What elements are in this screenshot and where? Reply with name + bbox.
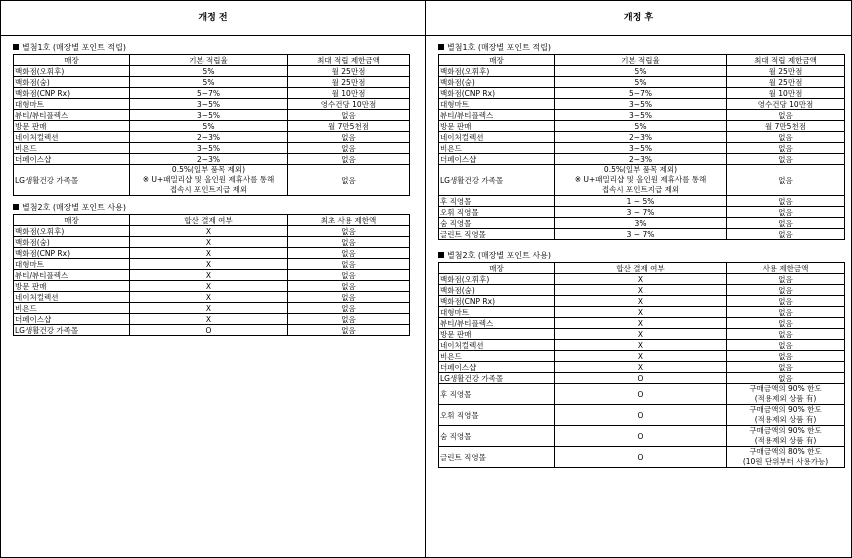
store-cell: 네이처컬렉션 bbox=[14, 132, 130, 143]
table-row bbox=[14, 248, 410, 259]
table-header-row bbox=[14, 215, 410, 226]
rate-cell: 5% bbox=[555, 121, 727, 132]
before-earn-table bbox=[13, 54, 410, 196]
mark-cell: O bbox=[555, 426, 727, 447]
mark-cell: X bbox=[555, 296, 727, 307]
store-cell: 백화점(숨) bbox=[14, 77, 130, 88]
rate-cell: 5% bbox=[130, 121, 288, 132]
rate-cell: 3% bbox=[555, 218, 727, 229]
store-cell: 백화점(CNP Rx) bbox=[439, 88, 555, 99]
before-column bbox=[1, 1, 426, 557]
limit-cell: 없음 bbox=[288, 226, 410, 237]
table-row bbox=[439, 66, 845, 77]
table-row bbox=[439, 88, 845, 99]
store-cell: 방문 판매 bbox=[439, 121, 555, 132]
limit-cell: 없음 bbox=[727, 196, 845, 207]
mark-cell: O bbox=[555, 373, 727, 384]
table-row bbox=[439, 405, 845, 426]
limit-cell: 없음 bbox=[727, 218, 845, 229]
limit-cell: 월 7만5천점 bbox=[288, 121, 410, 132]
limit-cell: 없음 bbox=[288, 165, 410, 196]
header-store: 매장 bbox=[14, 215, 130, 226]
table-row bbox=[439, 143, 845, 154]
table-header-row bbox=[439, 55, 845, 66]
table-row bbox=[439, 77, 845, 88]
table-row bbox=[14, 165, 410, 196]
limit-cell: 없음 bbox=[288, 325, 410, 336]
mark-cell: X bbox=[130, 248, 288, 259]
limit-cell: 월 25만점 bbox=[288, 66, 410, 77]
store-cell: 숨 직영몰 bbox=[439, 218, 555, 229]
square-bullet-icon bbox=[438, 252, 444, 258]
limit-cell: 영수건당 10만점 bbox=[727, 99, 845, 110]
limit-cell: 없음 bbox=[288, 270, 410, 281]
header-combined: 합산 결제 여부 bbox=[130, 215, 288, 226]
table-row bbox=[14, 325, 410, 336]
rate-cell: 3~5% bbox=[555, 143, 727, 154]
limit-cell: 없음 bbox=[288, 259, 410, 270]
store-cell: 비욘드 bbox=[14, 143, 130, 154]
table-row bbox=[14, 66, 410, 77]
table-row bbox=[439, 218, 845, 229]
limit-cell: 월 25만점 bbox=[727, 77, 845, 88]
limit-cell: 없음 bbox=[727, 296, 845, 307]
store-cell: 비욘드 bbox=[439, 351, 555, 362]
limit-cell: 구매금액의 80% 한도 (10원 단위부터 사용가능) bbox=[727, 447, 845, 468]
mark-cell: X bbox=[130, 281, 288, 292]
after-t1-title: 별첨1호 (매장별 포인트 적립) bbox=[426, 42, 851, 54]
mark-cell: O bbox=[555, 447, 727, 468]
store-cell: LG생활건강 가족몰 bbox=[439, 373, 555, 384]
limit-cell: 없음 bbox=[727, 207, 845, 218]
rate-cell: 5% bbox=[555, 77, 727, 88]
table-row bbox=[439, 373, 845, 384]
limit-cell: 없음 bbox=[727, 318, 845, 329]
table-row bbox=[14, 110, 410, 121]
table-row bbox=[439, 307, 845, 318]
table-header-row bbox=[439, 263, 845, 274]
table-row bbox=[14, 237, 410, 248]
mark-cell: O bbox=[555, 405, 727, 426]
rate-cell: 2~3% bbox=[555, 154, 727, 165]
table-row bbox=[439, 154, 845, 165]
mark-cell: X bbox=[130, 292, 288, 303]
store-cell: 뷰티/뷰티플렉스 bbox=[14, 110, 130, 121]
store-cell: 방문 판매 bbox=[439, 329, 555, 340]
limit-cell: 월 10만점 bbox=[727, 88, 845, 99]
store-cell: 백화점(오휘후) bbox=[14, 226, 130, 237]
after-use-table bbox=[438, 262, 845, 468]
table-row bbox=[439, 121, 845, 132]
table-row bbox=[14, 88, 410, 99]
store-cell: 뷰티/뷰티플렉스 bbox=[439, 110, 555, 121]
store-cell: 백화점(숨) bbox=[439, 285, 555, 296]
before-t2-title: 별첨2호 (매장별 포인트 사용) bbox=[1, 202, 425, 214]
mark-cell: X bbox=[130, 303, 288, 314]
after-earn-table bbox=[438, 54, 845, 240]
limit-cell: 없음 bbox=[288, 248, 410, 259]
limit-cell: 없음 bbox=[727, 274, 845, 285]
mark-cell: X bbox=[130, 259, 288, 270]
table-row bbox=[439, 296, 845, 307]
limit-cell: 월 10만점 bbox=[288, 88, 410, 99]
rate-cell: 3 ~ 7% bbox=[555, 229, 727, 240]
store-cell: LG생활건강 가족몰 bbox=[439, 165, 555, 196]
table-row bbox=[14, 270, 410, 281]
header-store: 매장 bbox=[14, 55, 130, 66]
limit-cell: 없음 bbox=[727, 165, 845, 196]
mark-cell: X bbox=[130, 314, 288, 325]
store-cell: 숨 직영몰 bbox=[439, 426, 555, 447]
rate-cell: 0.5%(일부 품목 제외) ※ U+패밀리샵 및 올인원 제휴사를 통해 접속시 포인트지급 제외 bbox=[555, 165, 727, 196]
table-row bbox=[14, 314, 410, 325]
square-bullet-icon bbox=[13, 204, 19, 210]
rate-cell: 3~5% bbox=[555, 99, 727, 110]
store-cell: 더페이스샵 bbox=[14, 314, 130, 325]
table-row bbox=[439, 196, 845, 207]
store-cell: 백화점(CNP Rx) bbox=[14, 248, 130, 259]
rate-cell: 3~5% bbox=[555, 110, 727, 121]
limit-cell: 없음 bbox=[288, 154, 410, 165]
limit-cell: 없음 bbox=[727, 340, 845, 351]
store-cell: LG생활건강 가족몰 bbox=[14, 325, 130, 336]
limit-cell: 없음 bbox=[727, 373, 845, 384]
before-header: 개정 전 bbox=[1, 1, 425, 36]
table-row bbox=[439, 274, 845, 285]
mark-cell: X bbox=[130, 270, 288, 281]
rate-cell: 3~5% bbox=[130, 99, 288, 110]
mark-cell: X bbox=[130, 237, 288, 248]
limit-cell: 없음 bbox=[288, 143, 410, 154]
header-limit: 최대 적립 제한금액 bbox=[727, 55, 845, 66]
limit-cell: 없음 bbox=[288, 110, 410, 121]
header-store: 매장 bbox=[439, 55, 555, 66]
store-cell: 뷰티/뷰티플렉스 bbox=[14, 270, 130, 281]
before-use-table bbox=[13, 214, 410, 336]
mark-cell: O bbox=[130, 325, 288, 336]
table-row bbox=[439, 384, 845, 405]
limit-cell: 구매금액의 90% 한도 (적용제외 상품 有) bbox=[727, 426, 845, 447]
table-row bbox=[439, 285, 845, 296]
store-cell: 더페이스샵 bbox=[14, 154, 130, 165]
header-combined: 합산 결제 여부 bbox=[555, 263, 727, 274]
limit-cell: 없음 bbox=[727, 362, 845, 373]
rate-cell: 2~3% bbox=[130, 132, 288, 143]
table-row bbox=[14, 292, 410, 303]
store-cell: 더페이스샵 bbox=[439, 154, 555, 165]
rate-cell: 2~3% bbox=[130, 154, 288, 165]
limit-cell: 구매금액의 90% 한도 (적용제외 상품 有) bbox=[727, 384, 845, 405]
table-row bbox=[439, 165, 845, 196]
header-rate: 기본 적립율 bbox=[555, 55, 727, 66]
limit-cell: 없음 bbox=[288, 314, 410, 325]
table-row bbox=[439, 99, 845, 110]
mark-cell: X bbox=[130, 226, 288, 237]
table-row bbox=[14, 99, 410, 110]
limit-cell: 없음 bbox=[288, 281, 410, 292]
square-bullet-icon bbox=[13, 44, 19, 50]
table-row bbox=[14, 132, 410, 143]
header-rate: 기본 적립율 bbox=[130, 55, 288, 66]
table-row bbox=[439, 132, 845, 143]
mark-cell: X bbox=[555, 351, 727, 362]
header-limit: 최초 사용 제한액 bbox=[288, 215, 410, 226]
limit-cell: 월 25만점 bbox=[727, 66, 845, 77]
table-row bbox=[439, 426, 845, 447]
limit-cell: 월 7만5천점 bbox=[727, 121, 845, 132]
store-cell: 백화점(CNP Rx) bbox=[14, 88, 130, 99]
store-cell: 더페이스샵 bbox=[439, 362, 555, 373]
limit-cell: 없음 bbox=[727, 143, 845, 154]
store-cell: 오휘 직영몰 bbox=[439, 405, 555, 426]
mark-cell: X bbox=[555, 362, 727, 373]
store-cell: 후 직영몰 bbox=[439, 384, 555, 405]
limit-cell: 없음 bbox=[727, 329, 845, 340]
store-cell: 네이처컬렉션 bbox=[439, 340, 555, 351]
rate-cell: 3~5% bbox=[130, 143, 288, 154]
rate-cell: 5~7% bbox=[555, 88, 727, 99]
limit-cell: 없음 bbox=[727, 351, 845, 362]
limit-cell: 월 25만점 bbox=[288, 77, 410, 88]
store-cell: 비욘드 bbox=[14, 303, 130, 314]
mark-cell: X bbox=[555, 329, 727, 340]
store-cell: 후 직영몰 bbox=[439, 196, 555, 207]
table-row bbox=[14, 154, 410, 165]
rate-cell: 5% bbox=[130, 66, 288, 77]
rate-cell: 3 ~ 7% bbox=[555, 207, 727, 218]
limit-cell: 없음 bbox=[727, 110, 845, 121]
rate-cell: 5% bbox=[555, 66, 727, 77]
mark-cell: X bbox=[555, 285, 727, 296]
rate-cell: 0.5%(일부 품목 제외) ※ U+패밀리샵 및 올인원 제휴사를 통해 접속시 포인트지급 제외 bbox=[130, 165, 288, 196]
store-cell: 대형마트 bbox=[439, 99, 555, 110]
table-row bbox=[14, 77, 410, 88]
store-cell: 방문 판매 bbox=[14, 281, 130, 292]
table-row bbox=[14, 226, 410, 237]
store-cell: 백화점(숨) bbox=[14, 237, 130, 248]
store-cell: 글린트 직영몰 bbox=[439, 229, 555, 240]
rate-cell: 2~3% bbox=[555, 132, 727, 143]
limit-cell: 영수건당 10만점 bbox=[288, 99, 410, 110]
mark-cell: X bbox=[555, 307, 727, 318]
store-cell: 뷰티/뷰티플렉스 bbox=[439, 318, 555, 329]
store-cell: 오휘 직영몰 bbox=[439, 207, 555, 218]
store-cell: 방문 판매 bbox=[14, 121, 130, 132]
table-row bbox=[14, 143, 410, 154]
limit-cell: 없음 bbox=[727, 154, 845, 165]
mark-cell: X bbox=[555, 318, 727, 329]
store-cell: 네이처컬렉션 bbox=[439, 132, 555, 143]
table-row bbox=[14, 121, 410, 132]
table-row bbox=[439, 351, 845, 362]
store-cell: 백화점(오휘후) bbox=[439, 66, 555, 77]
store-cell: 백화점(오휘후) bbox=[14, 66, 130, 77]
limit-cell: 없음 bbox=[288, 292, 410, 303]
store-cell: 대형마트 bbox=[14, 99, 130, 110]
store-cell: 대형마트 bbox=[439, 307, 555, 318]
store-cell: 백화점(숨) bbox=[439, 77, 555, 88]
store-cell: 대형마트 bbox=[14, 259, 130, 270]
table-row bbox=[14, 303, 410, 314]
mark-cell: O bbox=[555, 384, 727, 405]
limit-cell: 없음 bbox=[727, 132, 845, 143]
limit-cell: 구매금액의 90% 한도 (적용제외 상품 有) bbox=[727, 405, 845, 426]
mark-cell: X bbox=[555, 274, 727, 285]
store-cell: 비욘드 bbox=[439, 143, 555, 154]
before-t1-title: 별첨1호 (매장별 포인트 적립) bbox=[1, 42, 425, 54]
limit-cell: 없음 bbox=[288, 237, 410, 248]
table-row bbox=[439, 110, 845, 121]
rate-cell: 5% bbox=[130, 77, 288, 88]
header-store: 매장 bbox=[439, 263, 555, 274]
table-row bbox=[439, 447, 845, 468]
table-row bbox=[14, 259, 410, 270]
table-row bbox=[14, 281, 410, 292]
after-column bbox=[426, 1, 851, 557]
square-bullet-icon bbox=[438, 44, 444, 50]
table-row bbox=[439, 207, 845, 218]
store-cell: 백화점(CNP Rx) bbox=[439, 296, 555, 307]
table-row bbox=[439, 340, 845, 351]
after-header: 개정 후 bbox=[426, 1, 851, 36]
store-cell: 글린트 직영몰 bbox=[439, 447, 555, 468]
header-limit: 최대 적립 제한금액 bbox=[288, 55, 410, 66]
rate-cell: 3~5% bbox=[130, 110, 288, 121]
store-cell: 네이처컬렉션 bbox=[14, 292, 130, 303]
mark-cell: X bbox=[555, 340, 727, 351]
limit-cell: 없음 bbox=[727, 285, 845, 296]
table-header-row bbox=[14, 55, 410, 66]
after-t2-title: 별첨2호 (매장별 포인트 사용) bbox=[426, 250, 851, 262]
rate-cell: 5~7% bbox=[130, 88, 288, 99]
store-cell: LG생활건강 가족몰 bbox=[14, 165, 130, 196]
limit-cell: 없음 bbox=[727, 229, 845, 240]
table-row bbox=[439, 329, 845, 340]
limit-cell: 없음 bbox=[288, 303, 410, 314]
table-row bbox=[439, 362, 845, 373]
limit-cell: 없음 bbox=[727, 307, 845, 318]
store-cell: 백화점(오휘후) bbox=[439, 274, 555, 285]
rate-cell: 1 ~ 5% bbox=[555, 196, 727, 207]
table-row bbox=[439, 229, 845, 240]
header-limit: 사용 제한금액 bbox=[727, 263, 845, 274]
limit-cell: 없음 bbox=[288, 132, 410, 143]
table-row bbox=[439, 318, 845, 329]
